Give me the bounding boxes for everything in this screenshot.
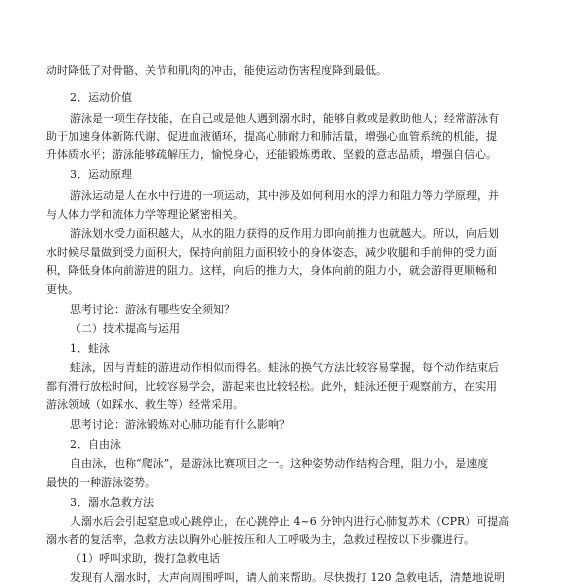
text-line: 与人体力学和流体力学等理论紧密相关。 (46, 208, 244, 221)
text-line: 升体质水平；游泳能够疏解压力，愉悦身心，还能锻炼勇敢、坚毅的意志品质，增强自信心。 (46, 148, 497, 161)
section-heading: 3．溺水急救方法 (70, 496, 154, 509)
text-line: 水时候尽量做到受力面积大，保持向前阻力面积较小的身体姿态，减少收腿和手前伸的受力面 (46, 246, 497, 259)
text-line: 人溺水后会引起窒息或心跳停止，在心跳停止 4~6 分钟内进行心肺复苏术（CPR）可提高 (70, 515, 510, 528)
section-heading: 2．自由泳 (70, 438, 121, 451)
text-line: 积，降低身体向前游进的阻力。这样，向后的推力大，身体向前的阻力小，就会游得更顺畅和 (46, 264, 497, 277)
text-line: 游泳领域（如踩水、救生等）经常采用。 (46, 398, 244, 411)
section-heading: 3．运动原理 (70, 168, 132, 181)
text-line: 助于加速身体新陈代谢、促进血液循环，提高心肺耐力和肺活量，增强心血管系统的机能，提 (46, 130, 497, 143)
text-line: 游泳运动是人在水中行进的一项运动，其中涉及如何利用水的浮力和阻力等力学原理，并 (70, 189, 499, 202)
sub-heading: （1）呼叫求助，拨打急救电话 (70, 552, 220, 565)
discussion-prompt: 思考讨论：游泳锻炼对心肺功能有什么影响？ (70, 418, 290, 431)
text-line: 溺水者的复活率，急救方法以胸外心脏按压和人工呼吸为主，急救过程按以下步骤进行。 (46, 533, 475, 546)
text-line: 更快。 (46, 283, 79, 296)
text-line: 游泳划水受力面积越大，从水的阻力获得的反作用力即向前推力也就越大。所以，向后划 (70, 227, 499, 240)
section-heading: 2．运动价值 (70, 91, 132, 104)
text-line: 蛙泳，因与青蛙的游进动作相似而得名。蛙泳的换气方法比较容易掌握，每个动作结束后 (70, 361, 499, 374)
text-line: 最快的一种游泳姿势。 (46, 476, 156, 489)
text-line: 都有滑行放松时间，比较容易学会，游起来也比较轻松。此外，蛙泳还便于观察前方，在实用 (46, 380, 497, 393)
text-line: 发现有人溺水时，大声向周围呼叫，请人前来帮助。尽快拨打 120 急救电话，清楚地说明 (70, 571, 505, 584)
text-line: 游泳是一项生存技能，在自己或是他人遇到溺水时，能够自救或是救助他人；经常游泳有 (70, 112, 499, 125)
discussion-prompt: 思考讨论：游泳有哪些安全须知？ (70, 303, 235, 316)
text-line: 自由泳，也称“爬泳”，是游泳比赛项目之一。这种姿势动作结构合理，阻力小，是速度 (70, 457, 489, 470)
section-heading: 1．蛙泳 (70, 342, 110, 355)
text-line: 动时降低了对骨骼、关节和肌肉的冲击，能使运动伤害程度降到最低。 (46, 64, 387, 77)
section-heading: （二）技术提高与运用 (70, 322, 180, 335)
